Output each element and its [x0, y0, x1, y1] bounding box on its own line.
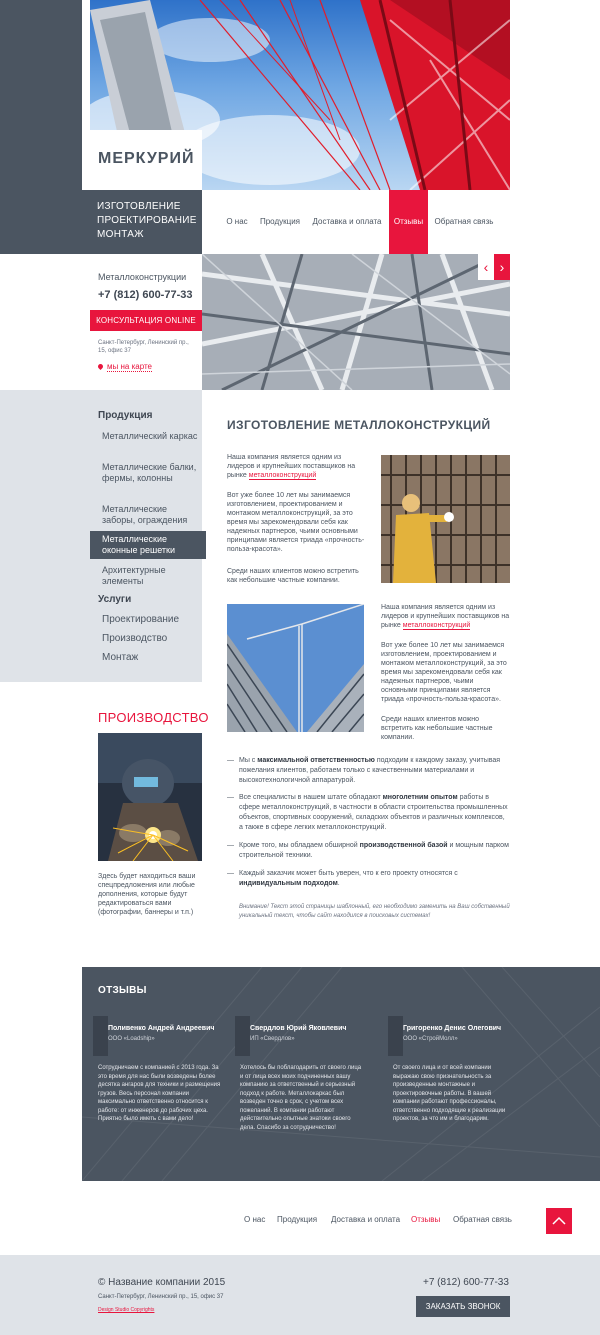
- dash-icon: —: [227, 842, 234, 849]
- sidebar-item-architectural[interactable]: Архитектурные элементы: [102, 565, 166, 586]
- nav-item-about[interactable]: О нас: [226, 217, 248, 226]
- map-pin-icon: [97, 363, 104, 370]
- review-company: ООО «СтройМолл»: [403, 1036, 458, 1042]
- contacts-phone[interactable]: +7 (812) 600-77-33: [98, 289, 193, 301]
- sidebar-heading-services[interactable]: Услуги: [98, 594, 132, 605]
- metal-structures-link-2[interactable]: металлоконструкций: [402, 622, 471, 629]
- footer: [0, 1255, 600, 1335]
- footer-nav-reviews[interactable]: Отзывы: [411, 1215, 441, 1224]
- footer-address: Санкт-Петербург, Ленинский пр., 15, офис 37: [98, 1294, 224, 1300]
- dash-icon: —: [227, 870, 234, 877]
- worker-image: [381, 455, 510, 583]
- sidebar-item-window-grilles[interactable]: Металлические оконные решетки: [102, 534, 175, 555]
- site-logo[interactable]: МЕРКУРИЙ: [98, 150, 195, 167]
- slogan-line: ПРОЕКТИРОВАНИЕ: [97, 215, 197, 226]
- production-title: ПРОИЗВОДСТВО: [98, 710, 209, 725]
- welder-image: [98, 733, 202, 861]
- review-avatar: [388, 1016, 403, 1056]
- reviews-title: ОТЗЫВЫ: [98, 985, 147, 996]
- metal-structures-link[interactable]: металлоконструкций: [248, 472, 317, 479]
- review-text: Сотрудничаем с компанией с 2013 года. За это время для нас были возведены более десятка ангаров для техники и размещения грузов. Весь персонал компании максимально ответственно относится к работе: от инженеров до рабочих цеха. Приятно было иметь с вами дело!: [98, 1065, 221, 1122]
- intro-paragraph-2: [381, 603, 510, 630]
- sidebar-item-frame[interactable]: Металлический каркас: [102, 431, 198, 441]
- footer-copyright: © Название компании 2015: [98, 1277, 226, 1288]
- nav-item-feedback[interactable]: Обратная связь: [434, 217, 494, 226]
- crane-image: [227, 604, 364, 732]
- chevron-up-icon: [546, 1208, 572, 1234]
- map-link[interactable]: [98, 362, 152, 371]
- nav-item-reviews[interactable]: Отзывы: [389, 190, 428, 254]
- list-item-text: Все специалисты в нашем штате обладают многолетним опытом работы в сфере металлоконструкций, в частности в области строительства промышленных объектов, спортивных сооружений, складских объектов и различных комплексов, а также в сфере легких металлоконструкций.: [239, 794, 508, 831]
- review-text: Хотелось бы поблагодарить от своего лица и от лица всех моих подчиненных вашу компанию за ответственный и серьезный подход к работе. Металлокаркас был возведен точно в срок, с учетом всех пожеланий. В компании работают действительно опытные знатоки своего дела. Спасибо за сотрудничество!: [240, 1065, 362, 1131]
- review-author: Григоренко Денис Олегович: [403, 1025, 502, 1032]
- chevron-right-icon[interactable]: ›: [494, 254, 510, 280]
- list-item: [227, 756, 510, 786]
- contacts-title: Металлоконструкции: [98, 272, 187, 282]
- dash-icon: —: [227, 757, 234, 764]
- slogan: [97, 200, 197, 242]
- review-text: От своего лица и от всей компании выражаю свою признательность за произведенные монтажные и проектировочные работы. В вашей компании работают профессионалы, ответственно подходящие к реализации проектов, за что им и благодарим.: [393, 1065, 506, 1122]
- scroll-to-top-button[interactable]: [546, 1208, 572, 1234]
- production-text: Здесь будет находиться ваши спецпредложения или любые дополнения, которые будут редактироваться вами (фотографии, баннеры и т.п.): [98, 873, 196, 916]
- footer-nav-products[interactable]: Продукция: [277, 1215, 318, 1224]
- footer-nav-delivery[interactable]: Доставка и оплата: [331, 1215, 401, 1224]
- sidebar-item-production[interactable]: Производство: [102, 633, 168, 644]
- sidebar-item-beams[interactable]: Металлические балки, фермы, колонны: [102, 462, 197, 483]
- list-item: [227, 869, 510, 889]
- sidebar-item-installation[interactable]: Монтаж: [102, 652, 139, 663]
- chevron-left-icon[interactable]: ‹: [478, 254, 494, 280]
- sidebar-heading-products[interactable]: Продукция: [98, 410, 153, 421]
- list-item-text: Кроме того, мы обладаем обширной производственной базой и мощным парком строительной техники.: [239, 842, 509, 859]
- order-call-button[interactable]: ЗАКАЗАТЬ ЗВОНОК: [416, 1296, 510, 1317]
- footer-nav-feedback[interactable]: Обратная связь: [453, 1215, 512, 1224]
- header-side-panel: [0, 0, 82, 254]
- intro-text-2: Наша компания является одним из лидеров и крупнейших поставщиков на рынке: [381, 604, 510, 629]
- review-company: ИП «Свердлов»: [250, 1036, 295, 1042]
- review-company: ООО «Loadship»: [108, 1036, 155, 1042]
- slogan-line: МОНТАЖ: [97, 229, 144, 240]
- clients-paragraph: Среди наших клиентов можно встретить как небольшие частные компании.: [227, 568, 359, 584]
- footer-phone[interactable]: +7 (812) 600-77-33: [423, 1277, 509, 1288]
- dash-icon: —: [227, 794, 234, 801]
- contacts-address: Санкт-Петербург, Ленинский пр., 15, офис 37: [98, 340, 189, 354]
- list-item-text: Каждый заказчик может быть уверен, что к его проекту относятся с индивидуальным подходом.: [239, 870, 458, 887]
- footer-nav-about[interactable]: О нас: [244, 1215, 266, 1224]
- nav-item-products[interactable]: Продукция: [259, 217, 301, 226]
- experience-paragraph: Вот уже более 10 лет мы занимаемся изготовлением, проектированием и монтажом металлоконструкций, за это время мы зарекомендовали себя как надежных партнеров, чьими основными принципами является триада «прочность-польза-красота».: [227, 492, 365, 553]
- sidebar-item-design[interactable]: Проектирование: [102, 614, 180, 625]
- review-author: Поливенко Андрей Андреевич: [108, 1025, 215, 1032]
- slogan-line: ИЗГОТОВЛЕНИЕ: [97, 201, 181, 212]
- experience-paragraph-2: Вот уже более 10 лет мы занимаемся изготовлением, проектированием и монтажом металлоконструкций, за это время мы зарекомендовали себя как надежных партнеров, чьими основными принципами является триада «прочность-польза-красота».: [381, 642, 507, 703]
- page-title: ИЗГОТОВЛЕНИЕ МЕТАЛЛОКОНСТРУКЦИЙ: [227, 418, 491, 432]
- template-notice: Внимание! Текст этой страницы шаблонный, его необходимо заменить на Ваш собственный уникальный текст, чтобы сайт находился в поисковых системах!: [239, 904, 510, 919]
- sidebar-item-fences[interactable]: Металлические заборы, ограждения: [102, 504, 188, 525]
- list-item-text: Мы с максимальной ответственностью подходим к каждому заказу, учитывая пожелания клиентов, работаем только с качественными материалами и высокотехнологичной аппаратурой.: [239, 757, 501, 784]
- map-link-label: мы на карте: [107, 362, 152, 371]
- consult-online-button[interactable]: КОНСУЛЬТАЦИЯ ONLINE: [90, 310, 202, 331]
- nav-item-delivery[interactable]: Доставка и оплата: [312, 217, 382, 226]
- intro-text: Наша компания является одним из лидеров и крупнейших поставщиков на рынке: [227, 454, 356, 479]
- review-author: Свердлов Юрий Яковлевич: [250, 1025, 347, 1032]
- clients-paragraph-2: Среди наших клиентов можно встретить как небольшие частные компании.: [381, 716, 493, 741]
- list-item: [227, 793, 510, 833]
- review-avatar: [93, 1016, 108, 1056]
- list-item: [227, 841, 510, 861]
- intro-paragraph: [227, 453, 367, 480]
- design-studio-link[interactable]: Design Studio Copyrights: [98, 1307, 155, 1313]
- slider-image: [202, 254, 510, 390]
- review-avatar: [235, 1016, 250, 1056]
